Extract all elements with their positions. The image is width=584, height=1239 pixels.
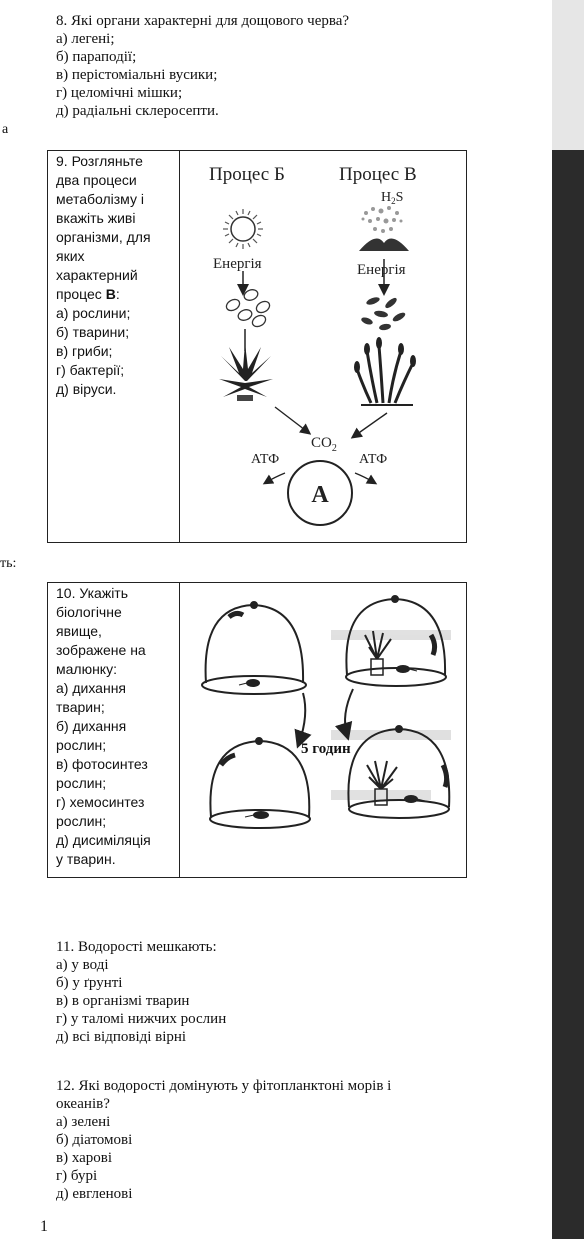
question-11-option: б) у ґрунті xyxy=(56,975,123,991)
question-9-option: а) рослини; xyxy=(56,305,131,321)
margin-fragment: ть: xyxy=(0,556,17,571)
question-10-option: у тварин. xyxy=(56,851,116,867)
question-9-option: д) віруси. xyxy=(56,381,117,397)
bell-jar-mouse-start xyxy=(202,602,306,694)
question-11-option: д) всі відповіді вірні xyxy=(56,1029,187,1045)
bacteria-icon xyxy=(360,296,406,331)
question-9-line: метаболізму і xyxy=(56,191,144,207)
question-8-option: г) целомічні мішки; xyxy=(56,85,183,101)
question-12 xyxy=(56,1077,391,1203)
volcano-vent-icon xyxy=(359,206,409,251)
tube-worms-icon xyxy=(354,337,416,405)
atp-left-label: АТФ xyxy=(251,452,280,467)
question-8-option: д) радіальні склеросепти. xyxy=(56,103,219,119)
bell-jar-mouse-end xyxy=(210,738,310,828)
question-12-option: д) евгленові xyxy=(56,1186,133,1202)
atp-right-label: АТФ xyxy=(359,452,388,467)
table-divider xyxy=(179,583,180,877)
question-10-line: явище, xyxy=(56,623,102,639)
right-edge-light xyxy=(552,0,584,150)
question-10-option: рослин; xyxy=(56,737,107,753)
co2-label: $CO_2$ xyxy=(311,435,337,454)
time-label: 5 годин xyxy=(301,741,351,757)
question-11-title: 11. Водорості мешкають: xyxy=(56,939,217,955)
question-9-text xyxy=(56,152,151,399)
question-10-option: а) дихання xyxy=(56,680,126,696)
question-10-option: в) фотосинтез xyxy=(56,756,148,772)
time-arrow-left xyxy=(299,693,305,743)
sun-icon xyxy=(223,209,263,249)
question-10-table xyxy=(47,582,467,878)
question-10-line: зображене на xyxy=(56,642,146,658)
metabolism-figure xyxy=(181,151,463,540)
question-12-option: в) харові xyxy=(56,1150,113,1166)
chloroplast-icon xyxy=(224,288,271,329)
question-12-option: б) діатомові xyxy=(56,1132,133,1148)
energy-left-label: Енергія xyxy=(213,256,262,272)
question-12-option: а) зелені xyxy=(56,1114,111,1130)
question-10-option: г) хемосинтез xyxy=(56,794,145,810)
question-10-option: б) дихання xyxy=(56,718,127,734)
question-8-title: 8. Які органи характерні для дощового черва? xyxy=(56,13,350,29)
question-10-option: д) дисиміляція xyxy=(56,832,151,848)
question-9-table xyxy=(47,150,467,543)
process-letter: В xyxy=(105,286,116,302)
colon: : xyxy=(115,286,120,302)
question-10-option: тварин; xyxy=(56,699,105,715)
question-9-option: б) тварини; xyxy=(56,324,130,340)
question-12-title: океанів? xyxy=(56,1096,110,1112)
question-8-option: а) легені; xyxy=(56,31,115,47)
margin-fragment: а xyxy=(2,122,9,137)
arrow-to-cycle-right xyxy=(353,413,387,437)
question-11-option: в) в організмі тварин xyxy=(56,993,190,1009)
time-arrow-right xyxy=(345,689,353,735)
background-bleed xyxy=(331,635,451,795)
question-8 xyxy=(56,12,349,120)
question-12-title: 12. Які водорості домінують у фітопланктоні морів і xyxy=(56,1078,392,1094)
question-11 xyxy=(56,938,226,1046)
bell-jar-plant-mouse-start xyxy=(346,596,446,686)
plant-icon xyxy=(219,329,273,401)
question-10-line: малюнку: xyxy=(56,661,117,677)
atp-arrow-left xyxy=(265,473,285,483)
atp-arrow-right xyxy=(355,473,375,483)
bell-jar-figure xyxy=(181,585,463,855)
question-12-option: г) бурі xyxy=(56,1168,98,1184)
question-10-line: біологічне xyxy=(56,604,122,620)
question-9-line: 9. Розгляньте xyxy=(56,153,143,169)
question-10-option: рослин; xyxy=(56,775,107,791)
question-8-option: в) перістоміальні вусики; xyxy=(56,67,218,83)
question-9-line: характерний xyxy=(56,267,138,283)
page-number: 1 xyxy=(40,1218,48,1235)
question-9-line: яких xyxy=(56,248,85,264)
question-9-line: організми, для xyxy=(56,229,151,245)
question-9-line: два процеси xyxy=(56,172,137,188)
question-9-option: г) бактерії; xyxy=(56,362,125,378)
question-10-text xyxy=(56,584,151,869)
table-divider xyxy=(179,151,180,542)
cycle-circle-label: А xyxy=(311,482,329,508)
question-9-option: в) гриби; xyxy=(56,343,113,359)
process-b-title: Процес Б xyxy=(209,164,285,185)
process-word: процес xyxy=(56,286,102,302)
energy-right-label: Енергія xyxy=(357,262,406,278)
question-10-option: рослин; xyxy=(56,813,107,829)
question-9-line xyxy=(56,285,151,304)
right-edge-shadow xyxy=(552,0,584,1239)
question-11-option: г) у таломі нижчих рослин xyxy=(56,1011,227,1027)
arrow-to-cycle-left xyxy=(275,407,309,433)
question-8-option: б) параподії; xyxy=(56,49,137,65)
h2s-label: $H_2S$ xyxy=(381,190,404,206)
question-10-line: 10. Укажіть xyxy=(56,585,129,601)
question-11-option: а) у воді xyxy=(56,957,109,973)
process-v-title: Процес В xyxy=(339,164,417,185)
question-9-line: вкажіть живі xyxy=(56,210,136,226)
